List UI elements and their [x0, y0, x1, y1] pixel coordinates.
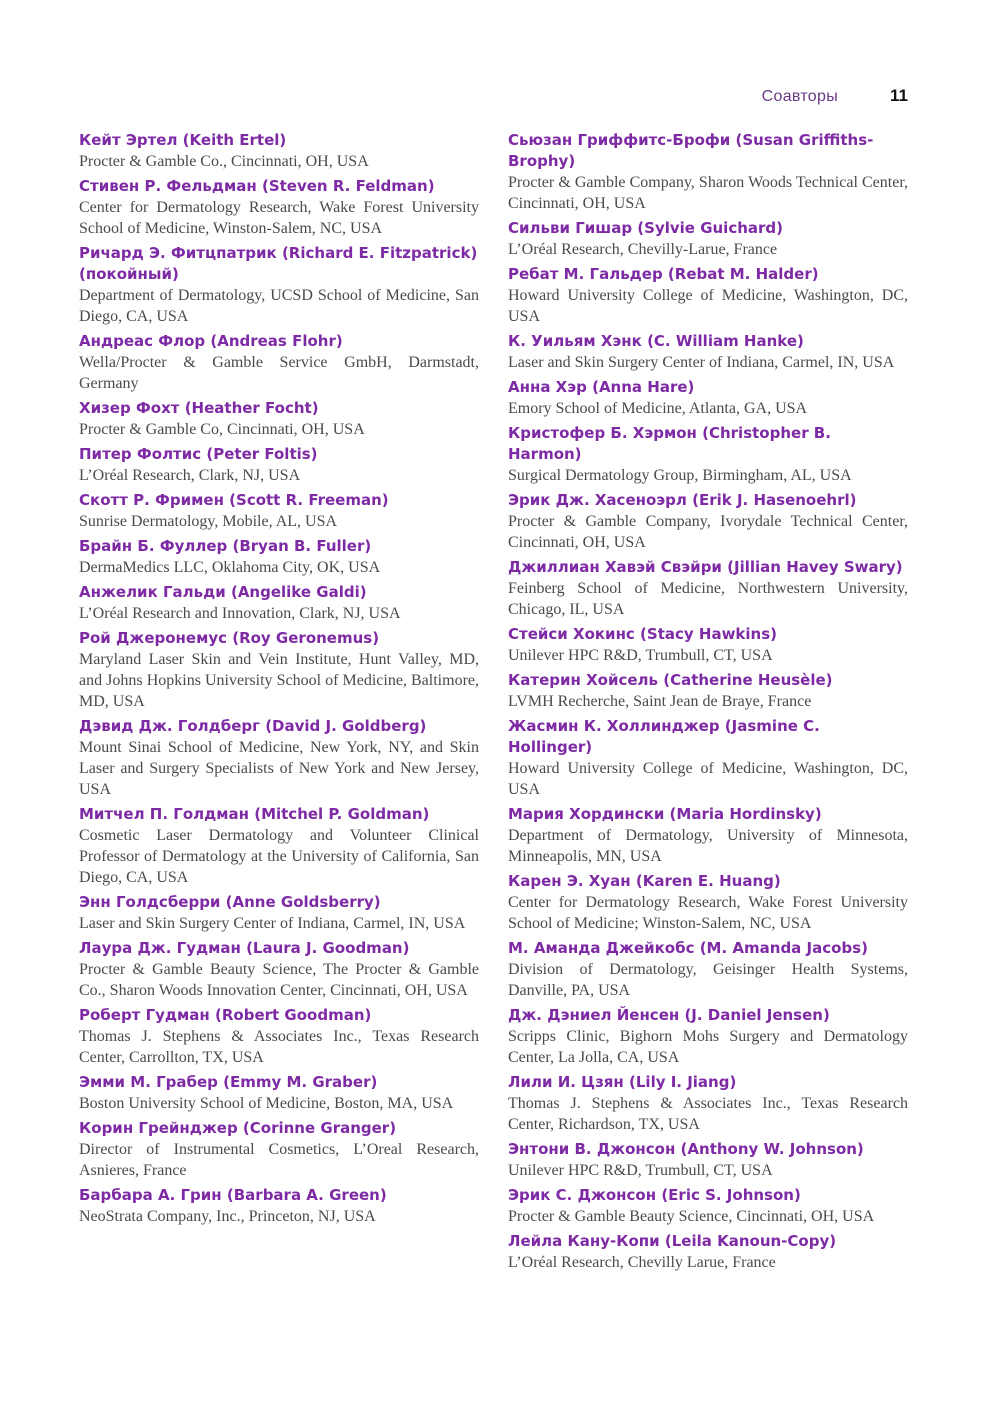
contributor-entry	[79, 130, 479, 172]
contributor-name: Рой Джеронемус (Roy Geronemus)	[79, 629, 380, 647]
contributor-entry	[79, 628, 479, 712]
contributor-name: Брайн Б. Фуллер (Bryan B. Fuller)	[79, 537, 372, 555]
contributor-name: Скотт Р. Фримен (Scott R. Freeman)	[79, 491, 389, 509]
contributor-name: Ребат М. Гальдер (Rebat M. Halder)	[508, 265, 819, 283]
contributor-affiliation: Howard University College of Medicine, Washington, DC, USA	[508, 287, 908, 325]
contributor-entry	[508, 716, 908, 800]
contributor-affiliation: Procter & Gamble Company, Sharon Woods Technical Center, Cincinnati, OH, USA	[508, 174, 908, 212]
contributor-affiliation: Sunrise Dermatology, Mobile, AL, USA	[79, 513, 338, 530]
contributor-affiliation: Howard University College of Medicine, Washington, DC, USA	[508, 760, 908, 798]
contributor-entry	[79, 1118, 479, 1181]
contributor-entry	[79, 892, 479, 934]
contributor-affiliation: Procter & Gamble Company, Ivorydale Technical Center, Cincinnati, OH, USA	[508, 513, 908, 551]
contributor-name: Энтони В. Джонсон (Anthony W. Johnson)	[508, 1140, 864, 1158]
contributor-affiliation: Laser and Skin Surgery Center of Indiana, Carmel, IN, USA	[508, 354, 895, 371]
contributor-entry	[508, 624, 908, 666]
contributor-name: Анжелик Гальди (Angelike Galdi)	[79, 583, 367, 601]
contributor-name: Барбара А. Грин (Barbara A. Green)	[79, 1186, 387, 1204]
contributor-name: Кристофер Б. Хэрмон (Christopher B. Harmon)	[508, 424, 831, 463]
contributor-entry	[508, 670, 908, 712]
contributor-entry	[508, 377, 908, 419]
contributor-name: Джиллиан Хавэй Свэйри (Jillian Havey Swary)	[508, 558, 903, 576]
contributor-name: Стейси Хокинс (Stacy Hawkins)	[508, 625, 778, 643]
contributor-entry	[508, 804, 908, 867]
contributor-affiliation: L’Oréal Research and Innovation, Clark, NJ, USA	[79, 605, 401, 622]
contributor-name: Корин Грейнджер (Corinne Granger)	[79, 1119, 397, 1137]
contributor-entry	[508, 1231, 908, 1273]
contributor-name: Лили И. Цзян (Lily I. Jiang)	[508, 1073, 737, 1091]
contributor-affiliation: Unilever HPC R&D, Trumbull, CT, USA	[508, 647, 773, 664]
contributor-affiliation: Department of Dermatology, UCSD School of Medicine, San Diego, CA, USA	[79, 287, 479, 325]
contributor-affiliation: Laser and Skin Surgery Center of Indiana, Carmel, IN, USA	[79, 915, 466, 932]
contributors-right-column	[508, 130, 908, 1277]
contributor-entry	[79, 243, 479, 327]
contributor-name: Дж. Дэниел Йенсен (J. Daniel Jensen)	[508, 1006, 830, 1024]
contributor-affiliation: DermaMedics LLC, Oklahoma City, OK, USA	[79, 559, 381, 576]
contributor-name: Лаура Дж. Гудман (Laura J. Goodman)	[79, 939, 410, 957]
contributor-name: Сьюзан Гриффитс-Брофи (Susan Griffiths-Brophy)	[508, 131, 874, 170]
contributor-name: М. Аманда Джейкобс (M. Amanda Jacobs)	[508, 939, 868, 957]
contributor-name: Лейла Кану-Копи (Leila Kanoun-Copy)	[508, 1232, 837, 1250]
contributor-entry	[508, 423, 908, 486]
running-header	[762, 86, 908, 106]
contributor-entry	[79, 176, 479, 239]
contributor-affiliation: Scripps Clinic, Bighorn Mohs Surgery and Dermatology Center, La Jolla, CA, USA	[508, 1028, 908, 1066]
contributor-entry	[79, 1072, 479, 1114]
contributor-name: Эрик С. Джонсон (Eric S. Johnson)	[508, 1186, 801, 1204]
contributor-affiliation: L’Oréal Research, Chevilly Larue, France	[508, 1254, 776, 1271]
contributor-affiliation: Procter & Gamble Co, Cincinnati, OH, USA	[79, 421, 365, 438]
contributor-name: Митчел П. Голдман (Mitchel P. Goldman)	[79, 805, 430, 823]
contributor-name: Эрик Дж. Хасеноэрл (Erik J. Hasenoehrl)	[508, 491, 857, 509]
contributor-affiliation: Division of Dermatology, Geisinger Health Systems, Danville, PA, USA	[508, 961, 908, 999]
contributor-affiliation: Surgical Dermatology Group, Birmingham, AL, USA	[508, 467, 852, 484]
contributor-affiliation: LVMH Recherche, Saint Jean de Braye, France	[508, 693, 812, 710]
contributor-entry	[508, 490, 908, 553]
contributor-affiliation: Cosmetic Laser Dermatology and Volunteer Clinical Professor of Dermatology at the University of California, San Diego, CA, USA	[79, 827, 479, 886]
contributor-entry	[508, 871, 908, 934]
contributor-name: Энн Голдсберри (Anne Goldsberry)	[79, 893, 381, 911]
contributor-entry	[79, 536, 479, 578]
contributor-entry	[508, 1139, 908, 1181]
contributor-affiliation: Boston University School of Medicine, Boston, MA, USA	[79, 1095, 454, 1112]
contributor-name: Роберт Гудман (Robert Goodman)	[79, 1006, 372, 1024]
contributor-entry	[79, 582, 479, 624]
contributor-entry	[79, 1005, 479, 1068]
contributor-affiliation: Maryland Laser Skin and Vein Institute, Hunt Valley, MD, and Johns Hopkins University School of Medicine, Baltimore, MD, USA	[79, 651, 479, 710]
contributor-affiliation: L’Oréal Research, Chevilly-Larue, France	[508, 241, 778, 258]
contributor-name: Карен Э. Хуан (Karen E. Huang)	[508, 872, 781, 890]
contributor-name: Кейт Эртел (Keith Ertel)	[79, 131, 287, 149]
contributor-affiliation: Center for Dermatology Research, Wake Forest University School of Medicine, Winston-Salem, NC, USA	[79, 199, 479, 237]
contributor-entry	[79, 444, 479, 486]
contributor-affiliation: Unilever HPC R&D, Trumbull, CT, USA	[508, 1162, 773, 1179]
contributor-name: Сильви Гишар (Sylvie Guichard)	[508, 219, 784, 237]
contributor-entry	[79, 331, 479, 394]
contributor-entry	[508, 331, 908, 373]
contributor-entry	[508, 130, 908, 214]
contributor-affiliation: Procter & Gamble Beauty Science, The Procter & Gamble Co., Sharon Woods Innovation Center, Cincinnati, OH, USA	[79, 961, 479, 999]
contributor-name: Питер Фолтис (Peter Foltis)	[79, 445, 318, 463]
contributor-entry	[508, 264, 908, 327]
contributor-affiliation: Department of Dermatology, University of Minnesota, Minneapolis, MN, USA	[508, 827, 908, 865]
contributor-affiliation: Thomas J. Stephens & Associates Inc., Texas Research Center, Carrollton, TX, USA	[79, 1028, 479, 1066]
contributor-entry	[508, 1185, 908, 1227]
contributor-entry	[508, 557, 908, 620]
contributor-entry	[508, 218, 908, 260]
contributor-entry	[79, 804, 479, 888]
contributor-name: Ричард Э. Фитцпатрик (Richard E. Fitzpatrick) (покойный)	[79, 244, 478, 283]
contributor-affiliation: L’Oréal Research, Clark, NJ, USA	[79, 467, 301, 484]
running-title: Соавторы	[761, 88, 839, 105]
contributor-affiliation: Center for Dermatology Research, Wake Forest University School of Medicine; Winston-Salem, NC, USA	[508, 894, 908, 932]
contributor-name: Мария Хордински (Maria Hordinsky)	[508, 805, 822, 823]
contributor-name: Жасмин К. Холлинджер (Jasmine C. Hollinger)	[508, 717, 820, 756]
contributor-name: Хизер Фохт (Heather Focht)	[79, 399, 319, 417]
contributor-entry	[508, 938, 908, 1001]
contributor-affiliation: Thomas J. Stephens & Associates Inc., Texas Research Center, Richardson, TX, USA	[508, 1095, 908, 1133]
contributor-name: Эмми М. Грабер (Emmy M. Graber)	[79, 1073, 378, 1091]
contributor-affiliation: Procter & Gamble Beauty Science, Cincinnati, OH, USA	[508, 1208, 875, 1225]
contributor-entry	[79, 1185, 479, 1227]
contributor-affiliation: Wella/Procter & Gamble Service GmbH, Darmstadt, Germany	[79, 354, 479, 392]
contributor-affiliation: Procter & Gamble Co., Cincinnati, OH, USA	[79, 153, 369, 170]
contributor-name: Катерин Хойсель (Catherine Heusèle)	[508, 671, 833, 689]
contributor-name: Андреас Флор (Andreas Flohr)	[79, 332, 343, 350]
contributor-entry	[79, 490, 479, 532]
contributor-affiliation: NeoStrata Company, Inc., Princeton, NJ, USA	[79, 1208, 376, 1225]
contributor-entry	[508, 1072, 908, 1135]
contributor-entry	[508, 1005, 908, 1068]
contributor-name: Анна Хэр (Anna Hare)	[508, 378, 695, 396]
contributor-name: Дэвид Дж. Голдберг (David J. Goldberg)	[79, 717, 427, 735]
contributor-affiliation: Mount Sinai School of Medicine, New York, NY, and Skin Laser and Surgery Specialists of New York and New Jersey, USA	[79, 739, 479, 798]
contributor-entry	[79, 398, 479, 440]
contributors-left-column	[79, 130, 479, 1231]
contributor-affiliation: Feinberg School of Medicine, Northwestern University, Chicago, IL, USA	[508, 580, 908, 618]
contributor-name: Стивен Р. Фельдман (Steven R. Feldman)	[79, 177, 435, 195]
contributor-name: К. Уильям Хэнк (C. William Hanke)	[508, 332, 804, 350]
contributor-affiliation: Emory School of Medicine, Atlanta, GA, USA	[508, 400, 808, 417]
page-number: 11	[890, 86, 908, 105]
contributor-entry	[79, 716, 479, 800]
contributor-entry	[79, 938, 479, 1001]
contributor-affiliation: Director of Instrumental Cosmetics, L’Oreal Research, Asnieres, France	[79, 1141, 479, 1179]
